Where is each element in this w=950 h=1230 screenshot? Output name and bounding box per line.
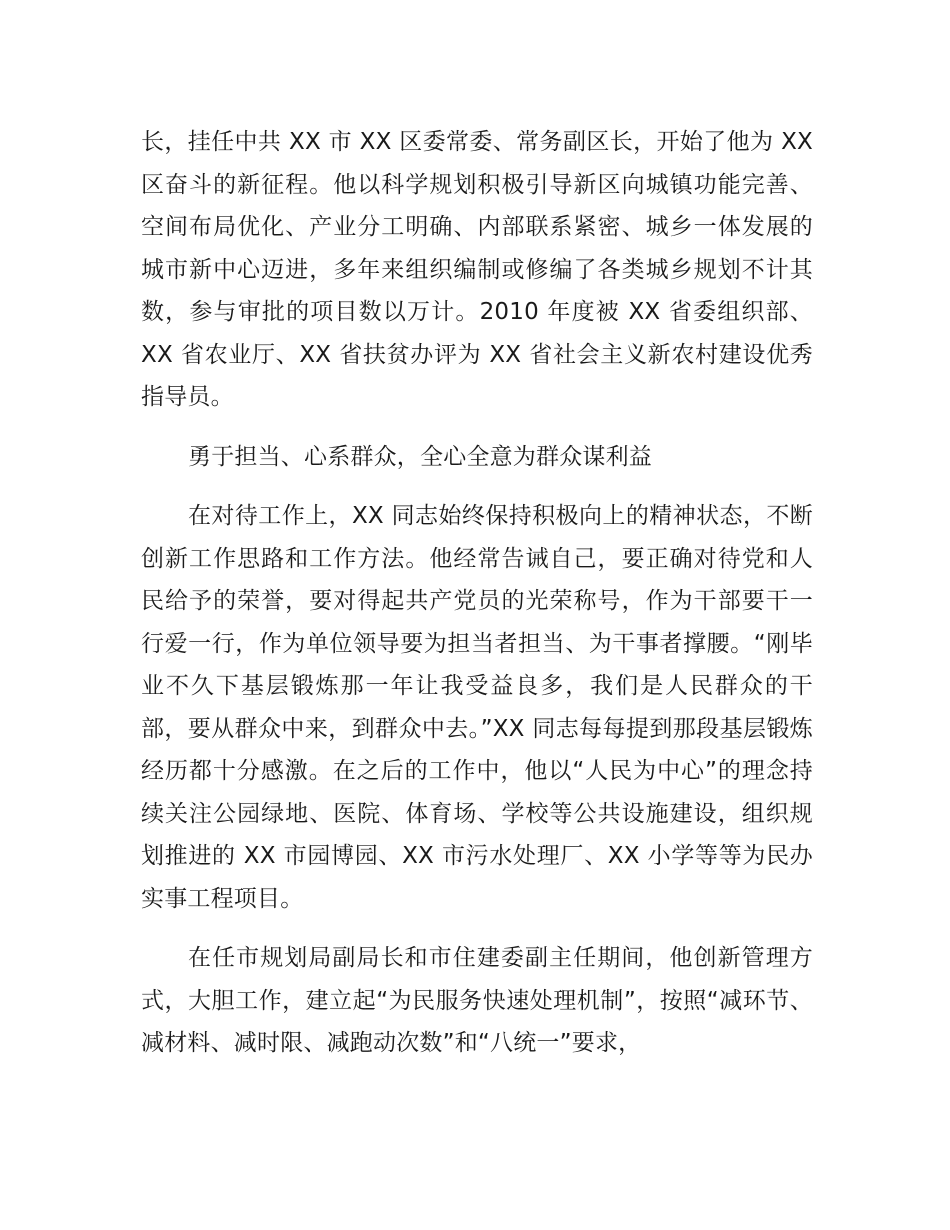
paragraph-career-summary: 长，挂任中共 XX 市 XX 区委常委、常务副区长，开始了他为 XX 区奋斗的新征程。他以科学规划积极引导新区向城镇功能完善、空间布局优化、产业分工明确、内部联系紧密、城乡一体发展的城市新中心迈进，多年来组织编制或修编了各类城乡规划不计其数，参与审批的项目数以万计。2010 年度被 XX 省委组织部、XX 省农业厅、XX 省扶贫办评为 XX 省社会主义新农村建设优秀指导员。 xyxy=(141,129,813,410)
paragraph-work-attitude: 在对待工作上，XX 同志始终保持积极向上的精神状态，不断创新工作思路和工作方法。他经常告诫自己，要正确对待党和人民给予的荣誉，要对得起共产党员的光荣称号，作为干部要干一行爱一行，作为单位领导要为担当者担当、为干事者撑腰。“刚毕业不久下基层锻炼那一年让我受益良多，我们是人民群众的干部，要从群众中来，到群众中去。”XX 同志每每提到那段基层锻炼经历都十分感激。在之后的工作中，他以“人民为中心”的理念持续关注公园绿地、医院、体育场、学校等公共设施建设，组织规划推进的 XX 市园博园、XX 市污水处理厂、XX 小学等等为民办实事工程项目。 xyxy=(141,503,813,912)
document-body xyxy=(141,121,813,1065)
paragraph-management-innovation: 在任市规划局副局长和市住建委副主任期间，他创新管理方式，大胆工作，建立起“为民服务快速处理机制”，按照“减环节、减材料、减时限、减跑动次数”和“八统一”要求， xyxy=(141,945,813,1056)
section-heading: 勇于担当、心系群众，全心全意为群众谋利益 xyxy=(188,443,652,470)
